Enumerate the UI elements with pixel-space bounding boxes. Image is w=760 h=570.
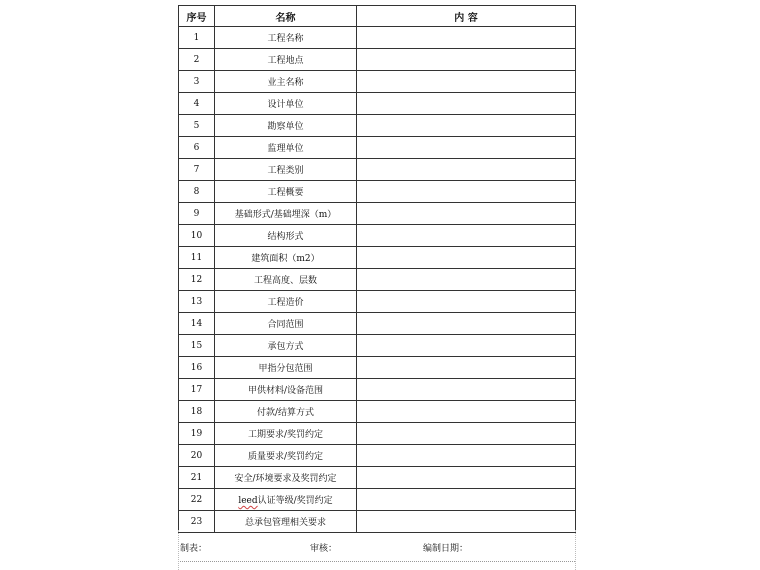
table-row <box>179 247 576 269</box>
row-number: 14 <box>179 313 215 335</box>
row-number: 1 <box>179 27 215 49</box>
row-content-cell[interactable] <box>357 203 576 225</box>
table-row <box>179 71 576 93</box>
page-edge-guide-right <box>575 530 576 570</box>
row-content-cell[interactable] <box>357 335 576 357</box>
row-number: 9 <box>179 203 215 225</box>
header-name: 名称 <box>215 6 357 27</box>
row-item-name: 业主名称 <box>215 71 357 93</box>
reviewed-by-label: 审核： <box>310 544 338 554</box>
table-row <box>179 335 576 357</box>
signature-footer <box>178 533 575 562</box>
table-row <box>179 93 576 115</box>
row-item-name: 监理单位 <box>215 137 357 159</box>
table-row <box>179 115 576 137</box>
row-number: 23 <box>179 511 215 533</box>
row-item-name: 工程地点 <box>215 49 357 71</box>
row-number: 13 <box>179 291 215 313</box>
row-item-name: 付款/结算方式 <box>215 401 357 423</box>
row-item-name: 设计单位 <box>215 93 357 115</box>
row-content-cell[interactable] <box>357 401 576 423</box>
project-info-sheet <box>178 5 575 562</box>
row-item-name: 质量要求/奖罚约定 <box>215 445 357 467</box>
prepared-by-label: 制表： <box>180 544 208 554</box>
row-content-cell[interactable] <box>357 27 576 49</box>
table-row <box>179 489 576 511</box>
row-number: 12 <box>179 269 215 291</box>
row-content-cell[interactable] <box>357 181 576 203</box>
row-item-name: 建筑面积（m2） <box>215 247 357 269</box>
row-content-cell[interactable] <box>357 71 576 93</box>
row-content-cell[interactable] <box>357 137 576 159</box>
table-row <box>179 203 576 225</box>
table-row <box>179 511 576 533</box>
table-row <box>179 291 576 313</box>
row-item-name: 合同范围 <box>215 313 357 335</box>
row-content-cell[interactable] <box>357 159 576 181</box>
leed-spellcheck-word: leed <box>238 496 258 506</box>
row-number: 21 <box>179 467 215 489</box>
table-row <box>179 423 576 445</box>
row-number: 4 <box>179 93 215 115</box>
row-item-name: leed认证等级/奖罚约定 <box>215 489 357 511</box>
row-number: 22 <box>179 489 215 511</box>
row-item-name: 甲指分包范围 <box>215 357 357 379</box>
row-content-cell[interactable] <box>357 357 576 379</box>
table-row <box>179 269 576 291</box>
row-number: 6 <box>179 137 215 159</box>
prepared-date-label: 编制日期： <box>423 544 469 554</box>
row-content-cell[interactable] <box>357 467 576 489</box>
row-number: 8 <box>179 181 215 203</box>
table-row <box>179 313 576 335</box>
row-content-cell[interactable] <box>357 291 576 313</box>
table-row <box>179 181 576 203</box>
row-item-name: 安全/环境要求及奖罚约定 <box>215 467 357 489</box>
table-row <box>179 49 576 71</box>
row-item-name: 勘察单位 <box>215 115 357 137</box>
row-item-name: 工程类别 <box>215 159 357 181</box>
row-item-name: 总承包管理相关要求 <box>215 511 357 533</box>
table-header-row <box>179 6 576 27</box>
table-row <box>179 159 576 181</box>
row-content-cell[interactable] <box>357 379 576 401</box>
row-number: 7 <box>179 159 215 181</box>
row-content-cell[interactable] <box>357 115 576 137</box>
header-content: 内 容 <box>357 6 576 27</box>
row-content-cell[interactable] <box>357 49 576 71</box>
row-content-cell[interactable] <box>357 445 576 467</box>
table-row <box>179 225 576 247</box>
row-content-cell[interactable] <box>357 225 576 247</box>
table-row <box>179 379 576 401</box>
table-row <box>179 445 576 467</box>
row-number: 10 <box>179 225 215 247</box>
row-number: 5 <box>179 115 215 137</box>
table-row <box>179 137 576 159</box>
table-row <box>179 401 576 423</box>
row-item-name: 工程名称 <box>215 27 357 49</box>
table-row <box>179 467 576 489</box>
row-item-name: 结构形式 <box>215 225 357 247</box>
row-number: 3 <box>179 71 215 93</box>
row-content-cell[interactable] <box>357 423 576 445</box>
row-item-name: 工期要求/奖罚约定 <box>215 423 357 445</box>
row-content-cell[interactable] <box>357 93 576 115</box>
row-number: 15 <box>179 335 215 357</box>
row-content-cell[interactable] <box>357 269 576 291</box>
row-content-cell[interactable] <box>357 247 576 269</box>
row-item-name: 基础形式/基础埋深（m） <box>215 203 357 225</box>
row-number: 2 <box>179 49 215 71</box>
row-number: 11 <box>179 247 215 269</box>
row-content-cell[interactable] <box>357 511 576 533</box>
row-item-name: 甲供材料/设备范围 <box>215 379 357 401</box>
row-number: 17 <box>179 379 215 401</box>
row-item-name: 承包方式 <box>215 335 357 357</box>
row-item-name: 工程概要 <box>215 181 357 203</box>
row-number: 20 <box>179 445 215 467</box>
row-item-name: 工程造价 <box>215 291 357 313</box>
project-info-table <box>178 5 576 533</box>
row-item-name: 工程高度、层数 <box>215 269 357 291</box>
row-content-cell[interactable] <box>357 313 576 335</box>
table-row <box>179 27 576 49</box>
row-number: 19 <box>179 423 215 445</box>
header-no: 序号 <box>179 6 215 27</box>
row-content-cell[interactable] <box>357 489 576 511</box>
row-number: 16 <box>179 357 215 379</box>
row-number: 18 <box>179 401 215 423</box>
table-row <box>179 357 576 379</box>
page-edge-guide-left <box>178 530 179 570</box>
